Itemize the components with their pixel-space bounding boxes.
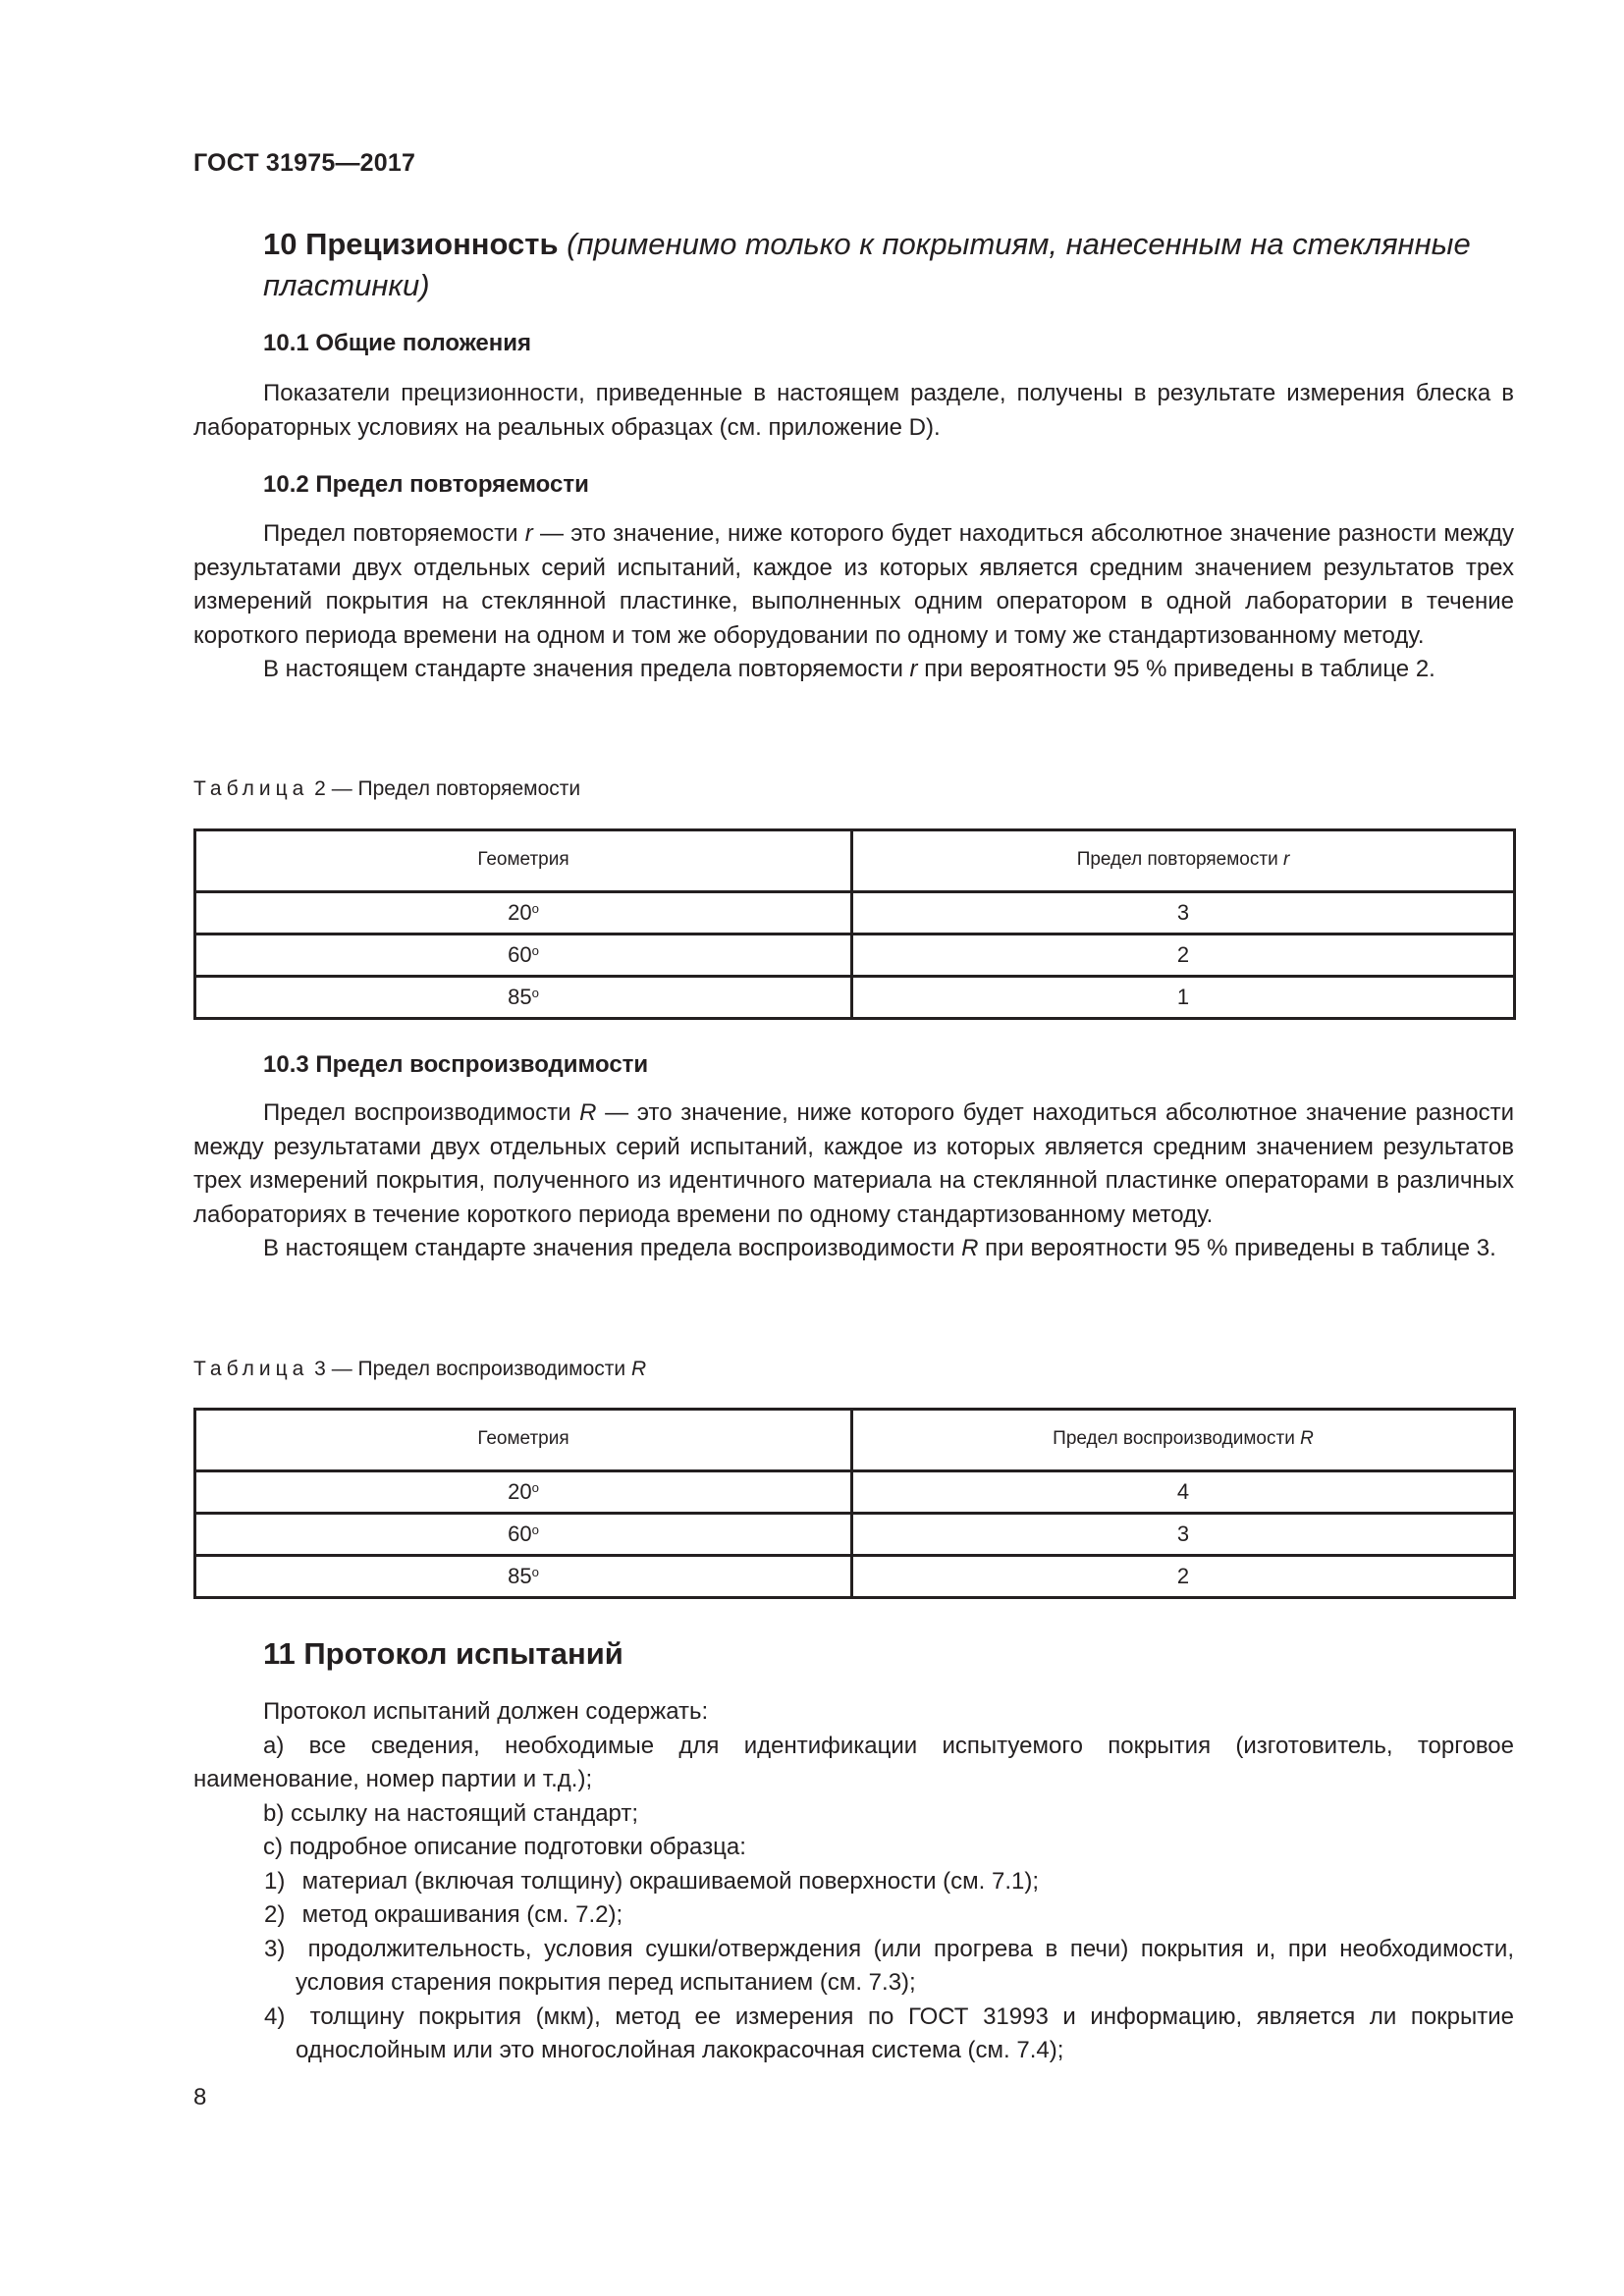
cell-geometry: 20$^o$ [195,1471,852,1514]
section-10-title-bold: 10 Прецизионность [263,227,559,261]
section-10-1-title: 10.1 Общие положения [263,330,532,356]
variable-r: r [909,656,918,682]
sub-list-item: 2) метод окрашивания (см. 7.2); [264,1901,623,1928]
section-10-title-italic: (применимо только к покрытиям, нанесенным на стеклянные пластинки) [263,227,1471,302]
table-3-caption [193,1358,646,1381]
degree-symbol: o [531,900,539,916]
list-item: b) ссылку на настоящий стандарт; [263,1799,639,1827]
section-11-title: 11 Протокол испытаний [263,1636,623,1671]
page-number: 8 [193,2084,207,2110]
text: Предел воспроизводимости [263,1099,580,1126]
section-10-title [263,224,1520,306]
cell-value: 2 [852,934,1515,977]
sub-list-item: 1) материал (включая толщину) окрашиваемой поверхности (см. 7.1); [264,1867,1040,1895]
variable-R: R [630,1358,647,1380]
caption-label: Таблица [193,777,309,800]
table-row [195,977,1515,1019]
text: Предел повторяемости [1076,848,1283,870]
cell-value: 2 [852,1556,1515,1598]
sub-list-item: 4) толщину покрытия (мкм), метод ее измерения по ГОСТ 31993 и информацию, является ли покрытие однослойным или это многослойная лакокрасочная система (см. 7.4); [264,2002,1515,2063]
paragraph [193,517,1514,653]
caption-text: 2 — Предел повторяемости [308,777,581,800]
text: В настоящем стандарте значения предела повторяемости [263,656,910,682]
table-header-row [195,1410,1515,1468]
paragraph [193,1232,1514,1266]
table-3 [193,1408,1516,1599]
text: — это значение, ниже которого будет находиться абсолютное значение разности между результатами двух отдельных серий испытаний, каждое из которых является средним значением результатов трех измерений покрытия на стеклянной пластинке, выполненных одним оператором в одной лаборатории в течение короткого периода времени на одном и том же оборудовании по одному и тому же стандартизованному методу. [193,520,1515,649]
sub-list-item: 3) продолжительность, условия сушки/отверждения (или прогрева в печи) покрытия и, при необходимости, условия старения покрытия перед испытанием (см. 7.3); [264,1935,1514,1996]
section-10-1-body [193,377,1514,445]
cell-value: 1 [852,977,1515,1019]
cell-geometry: 85$^o$ [195,1556,852,1598]
variable-R: R [1300,1427,1314,1449]
col-header-reproducibility [852,1410,1515,1468]
cell-value: 3 [852,892,1515,934]
cell-geometry: 85$^o$ [195,977,852,1019]
text: Предел воспроизводимости [1053,1427,1301,1449]
list-item: c) подробное описание подготовки образца: [263,1834,746,1860]
cell-geometry: 60$^o$ [195,1514,852,1556]
paragraph [193,653,1514,687]
degree-symbol: o [531,1564,539,1579]
caption-text: 3 — Предел воспроизводимости [308,1358,631,1380]
col-header-repeatability [852,830,1515,888]
table-row [195,1514,1515,1556]
section-10-2-body [193,517,1514,687]
col-header-geometry: Геометрия [195,830,852,888]
document-header: ГОСТ 31975—2017 [193,149,416,177]
table-2-caption [193,777,580,801]
degree-symbol: o [531,1479,539,1495]
cell-value: 4 [852,1471,1515,1514]
paragraph [193,1096,1514,1232]
text: В настоящем стандарте значения предела воспроизводимости [263,1235,962,1261]
cell-geometry: 20$^o$ [195,892,852,934]
variable-r: r [524,520,533,547]
list-item: a) все сведения, необходимые для идентификации испытуемого покрытия (изготовитель, торговое наименование, номер партии и т.д.); [193,1732,1515,1792]
caption-label: Таблица [193,1358,309,1380]
table-header-row [195,830,1515,888]
text: при вероятности 95 % приведены в таблице 2. [917,656,1435,682]
degree-symbol: o [531,985,539,1000]
section-10-2-title: 10.2 Предел повторяемости [263,471,589,498]
cell-value: 3 [852,1514,1515,1556]
variable-R: R [579,1099,597,1126]
section-10-3-body [193,1096,1514,1266]
cell-geometry: 60$^o$ [195,934,852,977]
col-header-geometry: Геометрия [195,1410,852,1468]
text: — это значение, ниже которого будет находиться абсолютное значение разности между результатами двух отдельных серий испытаний, каждое из которых является средним значением результатов трех измерений покрытия, полученного из идентичного материала на стеклянной пластинке операторами в различных лабораториях в течение короткого периода времени по одному стандартизованному методу. [193,1099,1515,1228]
section-11-body [193,1695,1514,2068]
text: при вероятности 95 % приведены в таблице 3. [978,1235,1496,1261]
paragraph: Показатели прецизионности, приведенные в настоящем разделе, получены в результате измерения блеска в лабораторных условиях на реальных образцах (см. приложение D). [193,380,1514,441]
table-row [195,1471,1515,1514]
variable-r: r [1282,848,1290,870]
section-10-3-title: 10.3 Предел воспроизводимости [263,1051,649,1078]
degree-symbol: o [531,1522,539,1537]
table-row [195,892,1515,934]
intro: Протокол испытаний должен содержать: [263,1698,709,1725]
degree-symbol: o [531,942,539,958]
variable-R: R [961,1235,979,1261]
table-2 [193,828,1516,1020]
text: Предел повторяемости [263,520,525,547]
table-row [195,1556,1515,1598]
table-row [195,934,1515,977]
